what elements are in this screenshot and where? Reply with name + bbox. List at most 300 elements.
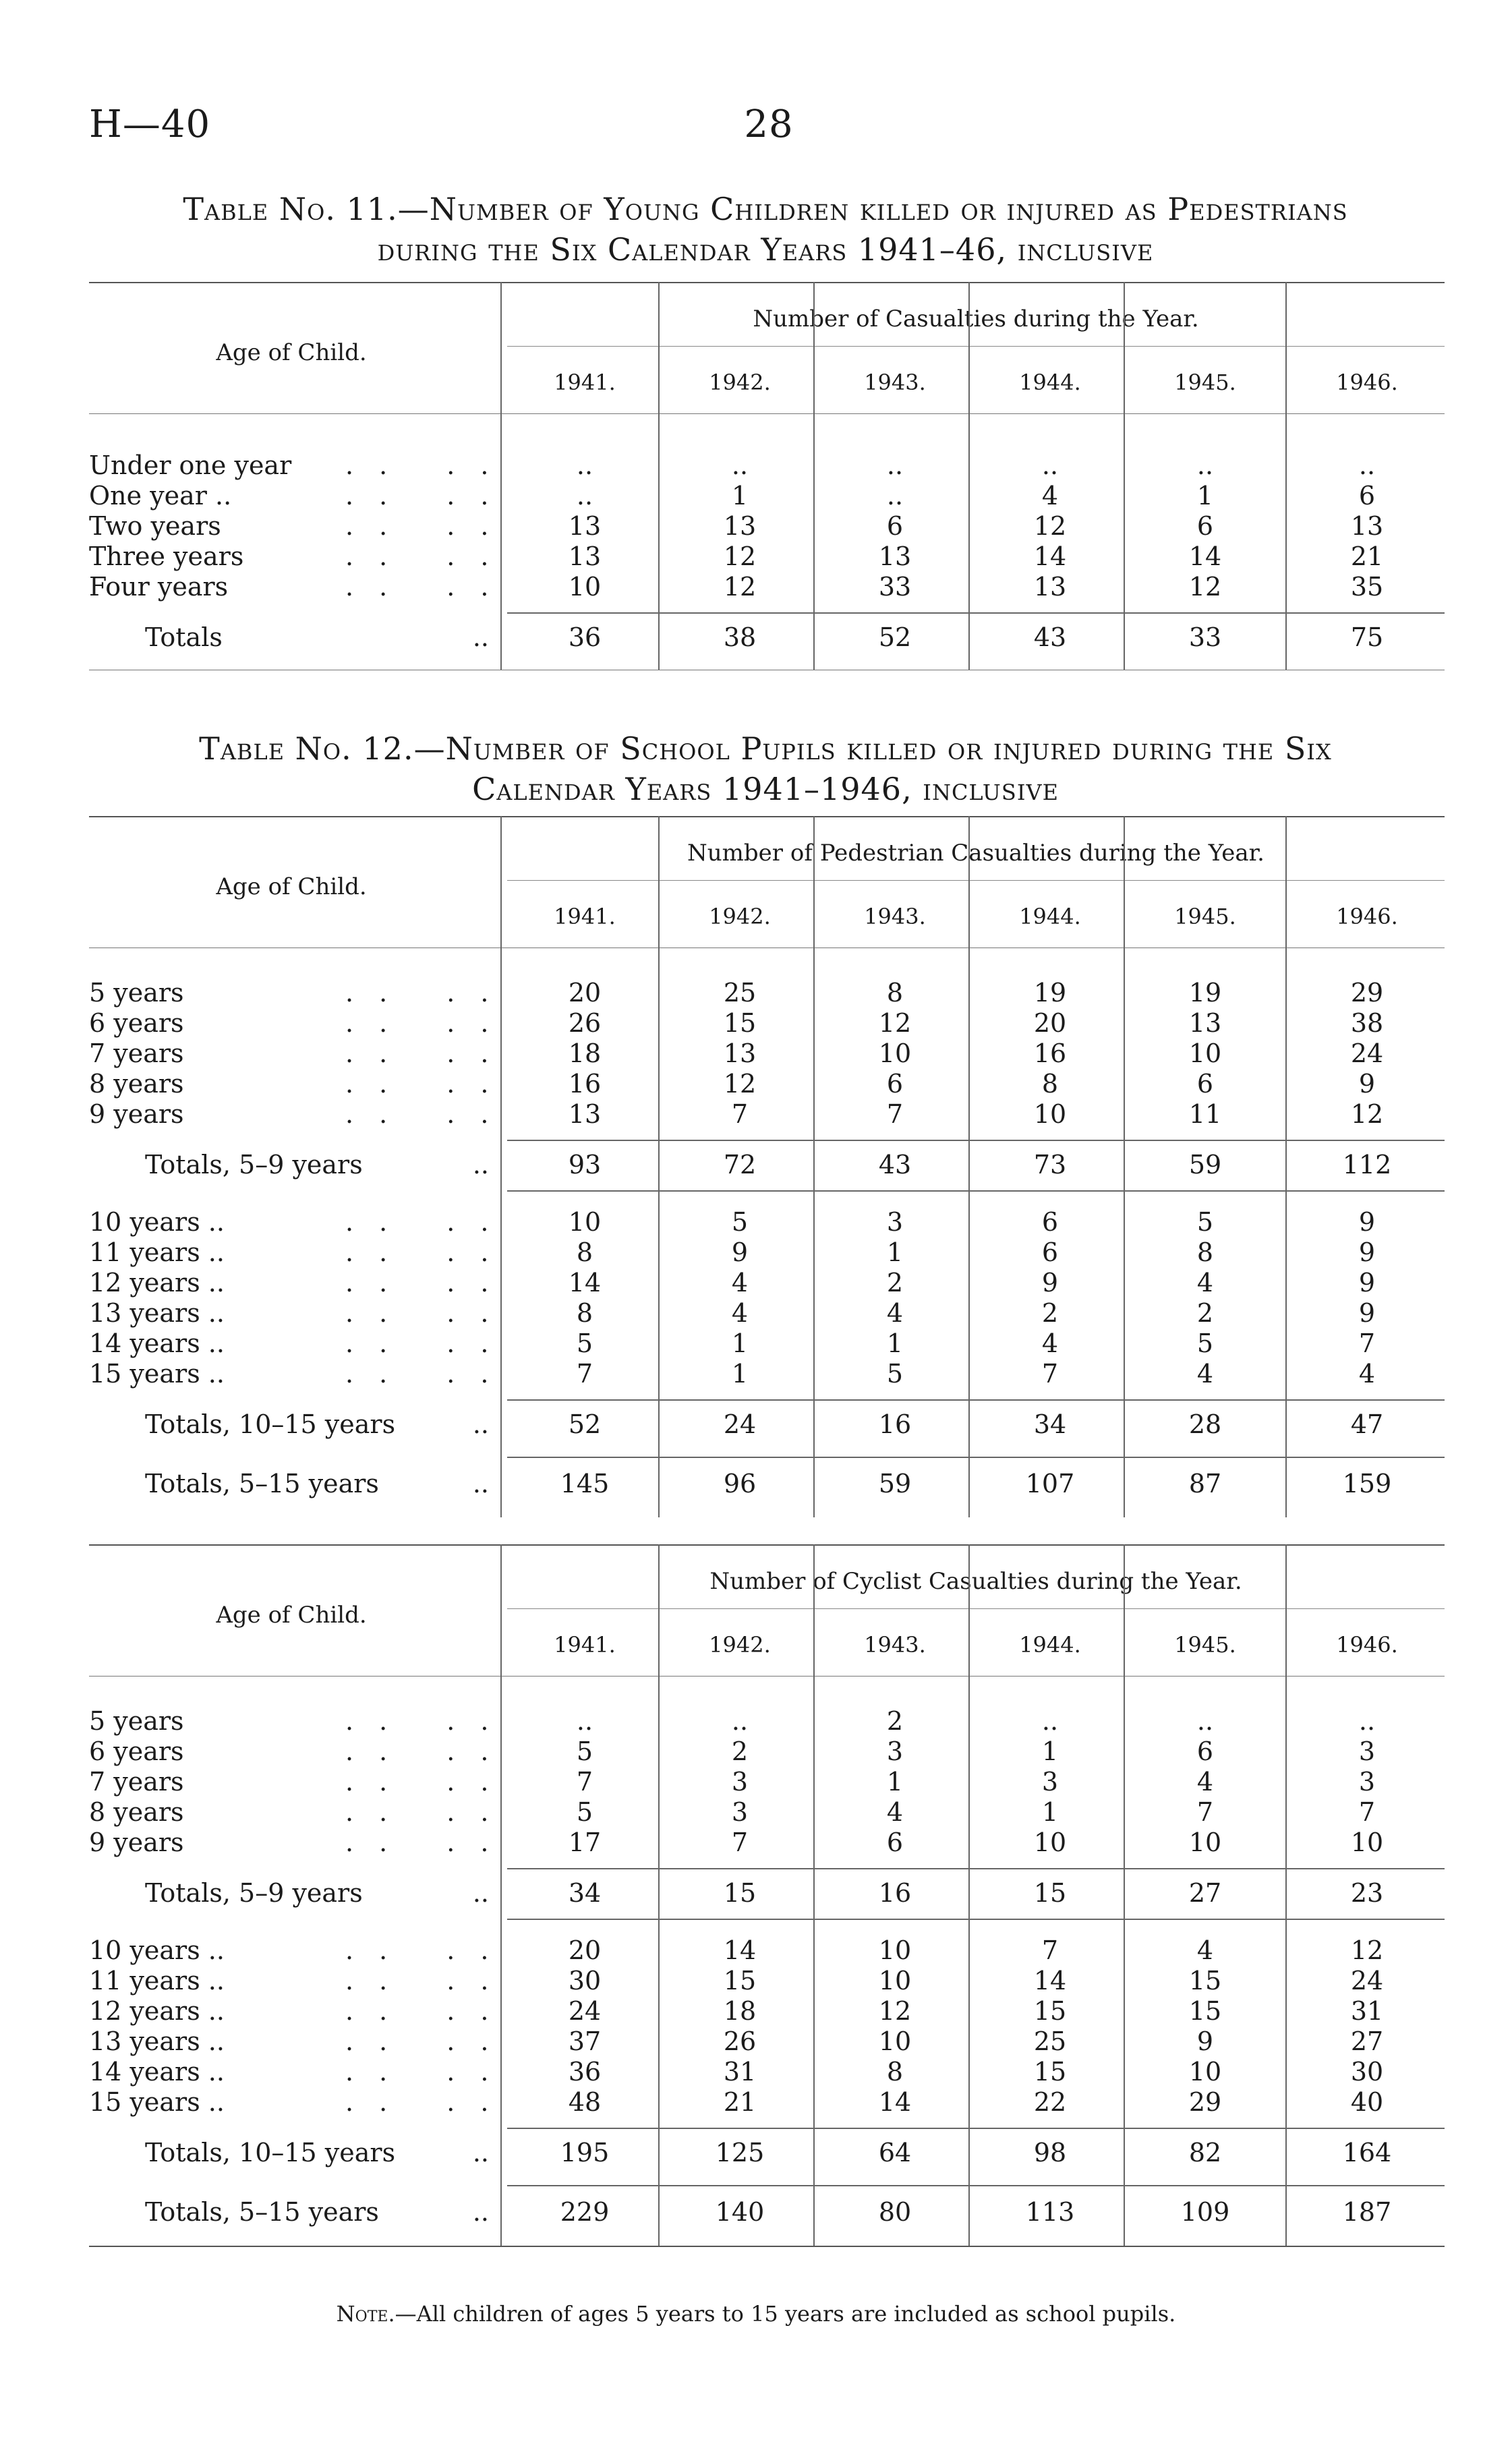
pedestrian-5-9-totals-cell: 59 [1188, 1150, 1222, 1179]
table11-totals-label-text: Totals [145, 622, 223, 652]
pedestrian-b-cell: 9 [1358, 1268, 1376, 1298]
cyclist-5-15-totals-cell: 140 [715, 2197, 765, 2227]
table11-totals-cell: 33 [1188, 622, 1222, 652]
pedestrian-column-divider [968, 816, 970, 1517]
cyclist-b-cell: 27 [1350, 2027, 1384, 2056]
cyclist-a-cell: .. [576, 1706, 593, 1736]
table11-title [81, 189, 1450, 270]
leader-dots: .. .. [345, 1039, 515, 1068]
leader-dots: .. .. [345, 1359, 515, 1389]
cyclist-b-cell: 36 [568, 2057, 602, 2087]
pedestrian-b-cell: 7 [1358, 1329, 1376, 1358]
pedestrian-5-15-totals-cell: 96 [723, 1469, 757, 1498]
pedestrian-b-cell: 8 [576, 1298, 593, 1328]
footnote-lead: Note. [336, 2301, 395, 2327]
cyclist-b-cell: 31 [1350, 1996, 1384, 2026]
pedestrian-b-row-label-text: 10 years .. [89, 1207, 225, 1237]
table11-cell: 33 [878, 572, 912, 602]
table11-cell: .. [576, 481, 593, 511]
cyclist-column-divider [968, 1544, 970, 2246]
pedestrian-b-row-label-text: 12 years .. [89, 1268, 225, 1298]
cyclist-10-15-totals-cell: 164 [1342, 2138, 1392, 2167]
pedestrian-a-cell: 6 [886, 1069, 904, 1099]
cyclist-column-divider [813, 1544, 815, 2246]
table11-cell: 10 [568, 572, 602, 602]
table11-cell: 6 [1196, 511, 1214, 541]
pedestrian-a-cell: 9 [1358, 1069, 1376, 1099]
table11-age-header: Age of Child. [216, 339, 367, 366]
cyclist-a-cell: 3 [1358, 1737, 1376, 1766]
document-code: H—40 [89, 103, 211, 146]
leader-dots: .. .. [345, 1828, 515, 1857]
cyclist-5-9-totals-cell: 15 [723, 1878, 757, 1908]
pedestrian-group-header: Number of Pedestrian Casualties during the Year. [687, 840, 1264, 867]
cyclist-a-cell: 4 [1196, 1767, 1214, 1797]
table11-row-label [89, 450, 515, 480]
pedestrian-b-cell: 8 [576, 1237, 593, 1267]
pedestrian-5-15-totals-label-text: Totals, 5–15 years [145, 1469, 379, 1498]
pedestrian-b-cell: 1 [886, 1329, 904, 1358]
table11-column-divider [813, 282, 815, 670]
table11-cell: 13 [568, 542, 602, 571]
table12-title-line1: Table No. 12.—Number of School Pupils killed or injured during the Six [199, 730, 1332, 767]
pedestrian-a-cell: 13 [1188, 1008, 1222, 1038]
cyclist-b-cell: 10 [1188, 2057, 1222, 2087]
pedestrian-b-row-label [89, 1329, 515, 1358]
cyclist-a-cell: 7 [731, 1828, 749, 1857]
pedestrian-b-cell: 5 [886, 1359, 904, 1389]
pedestrian-a-cell: 8 [1041, 1069, 1059, 1099]
pedestrian-b-cell: 9 [731, 1237, 749, 1267]
cyclist-a-row-label [89, 1797, 515, 1827]
cyclist-10-15-totals-cell: 125 [715, 2138, 765, 2167]
pedestrian-a-cell: 12 [878, 1008, 912, 1038]
cyclist-b-cell: 31 [723, 2057, 757, 2087]
pedestrian-a-cell: 16 [1033, 1039, 1067, 1068]
pedestrian-a-cell: 19 [1033, 978, 1067, 1008]
pedestrian-5-15-totals-cell: 59 [878, 1469, 912, 1498]
leader-dots: .. .. [345, 1706, 515, 1736]
leader-dots: .. .. [345, 572, 515, 602]
cyclist-b-cell: 15 [723, 1966, 757, 1995]
pedestrian-a-cell: 26 [568, 1008, 602, 1038]
cyclist-a-cell: 6 [886, 1828, 904, 1857]
cyclist-a-cell: 5 [576, 1797, 593, 1827]
pedestrian-b-cell: 5 [1196, 1329, 1214, 1358]
pedestrian-5-9-totals-label-text: Totals, 5–9 years [145, 1150, 363, 1179]
leader-dots: .. .. [345, 1966, 515, 1995]
cyclist-a-row-label-text: 6 years [89, 1737, 184, 1766]
table11-cell: 21 [1350, 542, 1384, 571]
pedestrian-b-cell: 3 [886, 1207, 904, 1237]
pedestrian-b-cell: 7 [1041, 1359, 1059, 1389]
cyclist-5-15-totals-cell: 113 [1025, 2197, 1075, 2227]
cyclist-b-cell: 10 [878, 1966, 912, 1995]
cyclist-top-rule [89, 1544, 1445, 1546]
cyclist-b-cell: 15 [1188, 1966, 1222, 1995]
pedestrian-b-row-label [89, 1237, 515, 1267]
cyclist-header-bottom-rule [89, 1676, 1445, 1677]
pedestrian-a-row-label [89, 1008, 515, 1038]
table11-row-label [89, 511, 515, 541]
cyclist-5-9-totals-label [145, 1878, 496, 1908]
cyclist-a-row-label-text: 9 years [89, 1828, 184, 1857]
table11-cell: .. [1358, 450, 1376, 480]
cyclist-year-1943: 1943. [864, 1632, 926, 1658]
cyclist-b-cell: 8 [886, 2057, 904, 2087]
table11-year-1943: 1943. [864, 370, 926, 395]
leader-dots: .. .. [345, 2027, 515, 2056]
table11-row-label-text: Four years [89, 572, 229, 602]
pedestrian-year-1942: 1942. [709, 904, 771, 929]
cyclist-b-cell: 14 [1033, 1966, 1067, 1995]
cyclist-a-row-label-text: 7 years [89, 1767, 184, 1797]
leader-dots: .. .. [345, 511, 515, 541]
cyclist-a-cell: 10 [1188, 1828, 1222, 1857]
table12-title-line2: Calendar Years 1941–1946, inclusive [472, 771, 1059, 807]
cyclist-5-9-totals-cell: 34 [568, 1878, 602, 1908]
pedestrian-a-cell: 19 [1188, 978, 1222, 1008]
pedestrian-a-row-label-text: 5 years [89, 978, 184, 1008]
cyclist-5-15-totals-cell: 229 [560, 2197, 610, 2227]
pedestrian-column-divider [658, 816, 660, 1517]
pedestrian-b-cell: 6 [1041, 1237, 1059, 1267]
cyclist-b-cell: 48 [568, 2087, 602, 2117]
cyclist-year-1946: 1946. [1336, 1632, 1398, 1658]
pedestrian-a-cell: 10 [878, 1039, 912, 1068]
cyclist-column-divider [658, 1544, 660, 2246]
cyclist-b-cell: 20 [568, 1935, 602, 1965]
cyclist-a-cell: 3 [1358, 1767, 1376, 1797]
pedestrian-5-15-totals-cell: 107 [1025, 1469, 1075, 1498]
pedestrian-a-cell: 12 [723, 1069, 757, 1099]
cyclist-a-cell: 1 [1041, 1737, 1059, 1766]
cyclist-5-15-totals-label-text: Totals, 5–15 years [145, 2197, 379, 2227]
pedestrian-totals-5-15-rule [507, 1457, 1445, 1458]
pedestrian-a-row-label-text: 8 years [89, 1069, 184, 1099]
table11-cell: .. [886, 481, 904, 511]
cyclist-b-row-label [89, 1966, 515, 1995]
cyclist-b-cell: 14 [878, 2087, 912, 2117]
cyclist-10-15-totals-cell: 82 [1188, 2138, 1222, 2167]
table11-year-1944: 1944. [1019, 370, 1081, 395]
pedestrian-a-cell: 7 [731, 1099, 749, 1129]
pedestrian-column-divider [1285, 816, 1287, 1517]
table11-totals-cell: 38 [723, 622, 757, 652]
cyclist-year-1942: 1942. [709, 1632, 771, 1658]
table11-row-label-text: Two years [89, 511, 221, 541]
leader-dots: .. [472, 2138, 489, 2167]
pedestrian-totals-5-9-rule [507, 1140, 1445, 1141]
cyclist-a-cell: 3 [731, 1767, 749, 1797]
pedestrian-a-cell: 24 [1350, 1039, 1384, 1068]
pedestrian-a-cell: 18 [568, 1039, 602, 1068]
cyclist-b-row-label-text: 15 years .. [89, 2087, 225, 2117]
cyclist-a-cell: .. [1041, 1706, 1059, 1736]
leader-dots: .. [472, 622, 489, 652]
cyclist-a-cell: .. [1196, 1706, 1214, 1736]
pedestrian-b-row-label [89, 1268, 515, 1298]
pedestrian-b-cell: 4 [1196, 1359, 1214, 1389]
table11-totals-cell: 75 [1350, 622, 1384, 652]
pedestrian-a-cell: 13 [723, 1039, 757, 1068]
cyclist-b-cell: 4 [1196, 1935, 1214, 1965]
cyclist-b-cell: 10 [878, 2027, 912, 2056]
pedestrian-a-cell: 11 [1188, 1099, 1222, 1129]
table11-totals-cell: 36 [568, 622, 602, 652]
cyclist-year-1944: 1944. [1019, 1632, 1081, 1658]
cyclist-b-row-label [89, 1935, 515, 1965]
cyclist-b-cell: 37 [568, 2027, 602, 2056]
table11-year-1946: 1946. [1336, 370, 1398, 395]
pedestrian-10-15-totals-label-text: Totals, 10–15 years [145, 1409, 396, 1439]
pedestrian-b-cell: 5 [1196, 1207, 1214, 1237]
pedestrian-b-cell: 1 [731, 1359, 749, 1389]
cyclist-b-row-label [89, 2087, 515, 2117]
pedestrian-totals-10-15-rule [507, 1399, 1445, 1401]
pedestrian-a-cell: 16 [568, 1069, 602, 1099]
table11-stub-divider [500, 282, 502, 670]
pedestrian-year-1944: 1944. [1019, 904, 1081, 929]
leader-dots: .. .. [345, 1329, 515, 1358]
pedestrian-a-cell: 20 [1033, 1008, 1067, 1038]
table11-top-rule [89, 282, 1445, 283]
table11-year-1945: 1945. [1174, 370, 1236, 395]
cyclist-b-cell: 30 [1350, 2057, 1384, 2087]
cyclist-totals-5-9-rule [507, 1868, 1445, 1869]
pedestrian-b-row-label [89, 1359, 515, 1389]
page-number: 28 [744, 103, 794, 146]
table11-cell: 6 [886, 511, 904, 541]
cyclist-b-cell: 7 [1041, 1935, 1059, 1965]
pedestrian-b-cell: 14 [568, 1268, 602, 1298]
table12-title [81, 728, 1450, 809]
cyclist-b-row-label [89, 1996, 515, 2026]
pedestrian-5-9-totals-cell: 112 [1342, 1150, 1392, 1179]
pedestrian-a-row-label-text: 6 years [89, 1008, 184, 1038]
cyclist-b-row-label-text: 12 years .. [89, 1996, 225, 2026]
cyclist-b-cell: 18 [723, 1996, 757, 2026]
table11-column-divider [658, 282, 660, 670]
cyclist-a-cell: 10 [1033, 1828, 1067, 1857]
table11-column-divider [968, 282, 970, 670]
leader-dots: .. [472, 1469, 489, 1498]
pedestrian-a-cell: 6 [1196, 1069, 1214, 1099]
cyclist-a-row-label-text: 5 years [89, 1706, 184, 1736]
pedestrian-year-1945: 1945. [1174, 904, 1236, 929]
pedestrian-b-cell: 9 [1041, 1268, 1059, 1298]
cyclist-age-header: Age of Child. [216, 1602, 367, 1629]
cyclist-b-cell: 15 [1188, 1996, 1222, 2026]
pedestrian-10-15-totals-label [145, 1409, 496, 1439]
pedestrian-b-cell: 9 [1358, 1207, 1376, 1237]
pedestrian-a-cell: 8 [886, 978, 904, 1008]
pedestrian-5-15-totals-cell: 145 [560, 1469, 610, 1498]
pedestrian-a-cell: 25 [723, 978, 757, 1008]
pedestrian-column-divider [1124, 816, 1125, 1517]
pedestrian-b-cell: 8 [1196, 1237, 1214, 1267]
cyclist-a-cell: 7 [1196, 1797, 1214, 1827]
leader-dots: .. .. [345, 1207, 515, 1237]
cyclist-a-cell: 6 [1196, 1737, 1214, 1766]
cyclist-stub-divider [500, 1544, 502, 2246]
table11-cell: .. [1196, 450, 1214, 480]
table11-row-label-text: One year .. [89, 481, 232, 511]
cyclist-10-15-totals-cell: 195 [560, 2138, 610, 2167]
pedestrian-a-cell: 12 [1350, 1099, 1384, 1129]
cyclist-b-row-label [89, 2027, 515, 2056]
cyclist-5-15-totals-cell: 187 [1342, 2197, 1392, 2227]
table11-row-label [89, 481, 515, 511]
cyclist-a-row-label [89, 1737, 515, 1766]
cyclist-a-cell: 7 [576, 1767, 593, 1797]
pedestrian-b-row-label-text: 14 years .. [89, 1329, 225, 1358]
leader-dots: .. .. [345, 1737, 515, 1766]
pedestrian-10-15-totals-cell: 16 [878, 1409, 912, 1439]
pedestrian-5-9-totals-cell: 72 [723, 1150, 757, 1179]
pedestrian-5-15-totals-label [145, 1469, 496, 1498]
table11-totals-rule [507, 612, 1445, 614]
cyclist-10-15-totals-cell: 64 [878, 2138, 912, 2167]
pedestrian-5-9-totals-cell: 73 [1033, 1150, 1067, 1179]
pedestrian-5-9-totals-cell: 43 [878, 1150, 912, 1179]
cyclist-5-9-totals-cell: 15 [1033, 1878, 1067, 1908]
table11-cell: 1 [731, 481, 749, 511]
cyclist-a-cell: 4 [886, 1797, 904, 1827]
pedestrian-column-divider [813, 816, 815, 1517]
cyclist-totals-5-9-bottom-rule [507, 1919, 1445, 1920]
pedestrian-a-cell: 13 [568, 1099, 602, 1129]
pedestrian-a-row-label [89, 1099, 515, 1129]
pedestrian-5-15-totals-cell: 87 [1188, 1469, 1222, 1498]
pedestrian-b-cell: 1 [731, 1329, 749, 1358]
leader-dots: .. .. [345, 2057, 515, 2087]
leader-dots: .. .. [345, 450, 515, 480]
pedestrian-a-row-label [89, 1039, 515, 1068]
pedestrian-b-cell: 4 [1196, 1268, 1214, 1298]
cyclist-b-cell: 15 [1033, 2057, 1067, 2087]
cyclist-a-row-label [89, 1706, 515, 1736]
pedestrian-b-cell: 9 [1358, 1237, 1376, 1267]
pedestrian-a-cell: 38 [1350, 1008, 1384, 1038]
cyclist-5-9-totals-cell: 27 [1188, 1878, 1222, 1908]
table11-cell: 13 [878, 542, 912, 571]
pedestrian-b-cell: 2 [886, 1268, 904, 1298]
table11-title-line2: during the Six Calendar Years 1941–46, inclusive [377, 231, 1154, 268]
pedestrian-b-cell: 10 [568, 1207, 602, 1237]
table11-cell: 13 [1033, 572, 1067, 602]
pedestrian-a-cell: 10 [1188, 1039, 1222, 1068]
pedestrian-b-cell: 1 [886, 1237, 904, 1267]
pedestrian-b-cell: 2 [1041, 1298, 1059, 1328]
pedestrian-b-cell: 4 [1358, 1359, 1376, 1389]
table11-cell: 12 [1033, 511, 1067, 541]
cyclist-5-9-totals-cell: 23 [1350, 1878, 1384, 1908]
cyclist-a-cell: 7 [1358, 1797, 1376, 1827]
pedestrian-b-cell: 2 [1196, 1298, 1214, 1328]
table11-cell: 35 [1350, 572, 1384, 602]
pedestrian-a-row-label [89, 1069, 515, 1099]
cyclist-b-cell: 24 [568, 1996, 602, 2026]
pedestrian-b-cell: 9 [1358, 1298, 1376, 1328]
cyclist-10-15-totals-cell: 98 [1033, 2138, 1067, 2167]
cyclist-a-cell: 3 [886, 1737, 904, 1766]
cyclist-a-cell: 2 [731, 1737, 749, 1766]
pedestrian-top-rule [89, 816, 1445, 817]
pedestrian-10-15-totals-cell: 24 [723, 1409, 757, 1439]
pedestrian-year-1946: 1946. [1336, 904, 1398, 929]
table11-cell: 4 [1041, 481, 1059, 511]
cyclist-a-cell: 3 [1041, 1767, 1059, 1797]
pedestrian-b-cell: 4 [731, 1298, 749, 1328]
leader-dots: .. .. [345, 2087, 515, 2117]
pedestrian-b-row-label [89, 1207, 515, 1237]
table11-cell: 14 [1033, 542, 1067, 571]
table11-cell: .. [731, 450, 749, 480]
table11-totals-label [145, 622, 496, 652]
cyclist-b-row-label-text: 11 years .. [89, 1966, 225, 1995]
leader-dots: .. .. [345, 542, 515, 571]
table11-group-header: Number of Casualties during the Year. [753, 305, 1199, 332]
leader-dots: .. [472, 1878, 489, 1908]
cyclist-a-cell: 3 [731, 1797, 749, 1827]
cyclist-bottom-rule [89, 2246, 1445, 2247]
leader-dots: .. .. [345, 1797, 515, 1827]
pedestrian-10-15-totals-cell: 47 [1350, 1409, 1384, 1439]
cyclist-b-cell: 30 [568, 1966, 602, 1995]
leader-dots: .. .. [345, 978, 515, 1008]
cyclist-b-cell: 12 [1350, 1935, 1384, 1965]
table11-year-1941: 1941. [554, 370, 616, 395]
leader-dots: .. .. [345, 1008, 515, 1038]
pedestrian-year-1941: 1941. [554, 904, 616, 929]
cyclist-a-cell: 2 [886, 1706, 904, 1736]
pedestrian-a-cell: 7 [886, 1099, 904, 1129]
leader-dots: .. [472, 1150, 489, 1179]
leader-dots: .. .. [345, 1268, 515, 1298]
pedestrian-a-cell: 15 [723, 1008, 757, 1038]
table11-row-label [89, 542, 515, 571]
cyclist-totals-10-15-rule [507, 2128, 1445, 2129]
pedestrian-year-1943: 1943. [864, 904, 926, 929]
cyclist-b-cell: 9 [1196, 2027, 1214, 2056]
cyclist-a-cell: .. [731, 1706, 749, 1736]
pedestrian-b-cell: 6 [1041, 1207, 1059, 1237]
pedestrian-group-rule [507, 880, 1445, 881]
cyclist-column-divider [1124, 1544, 1125, 2246]
pedestrian-totals-5-9-bottom-rule [507, 1190, 1445, 1192]
cyclist-b-row-label [89, 2057, 515, 2087]
table11-column-divider [1285, 282, 1287, 670]
cyclist-b-cell: 25 [1033, 2027, 1067, 2056]
pedestrian-a-row-label-text: 9 years [89, 1099, 184, 1129]
pedestrian-age-header: Age of Child. [216, 873, 367, 900]
cyclist-10-15-totals-label-text: Totals, 10–15 years [145, 2138, 396, 2167]
table11-cell: .. [886, 450, 904, 480]
pedestrian-b-cell: 4 [886, 1298, 904, 1328]
table11-cell: 1 [1196, 481, 1214, 511]
cyclist-a-cell: .. [1358, 1706, 1376, 1736]
pedestrian-10-15-totals-cell: 52 [568, 1409, 602, 1439]
cyclist-group-rule [507, 1608, 1445, 1609]
leader-dots: .. [472, 2197, 489, 2227]
table11-year-1942: 1942. [709, 370, 771, 395]
leader-dots: .. .. [345, 1069, 515, 1099]
leader-dots: .. .. [345, 1767, 515, 1797]
cyclist-b-cell: 10 [878, 1935, 912, 1965]
table11-cell: .. [1041, 450, 1059, 480]
cyclist-b-cell: 24 [1350, 1966, 1384, 1995]
